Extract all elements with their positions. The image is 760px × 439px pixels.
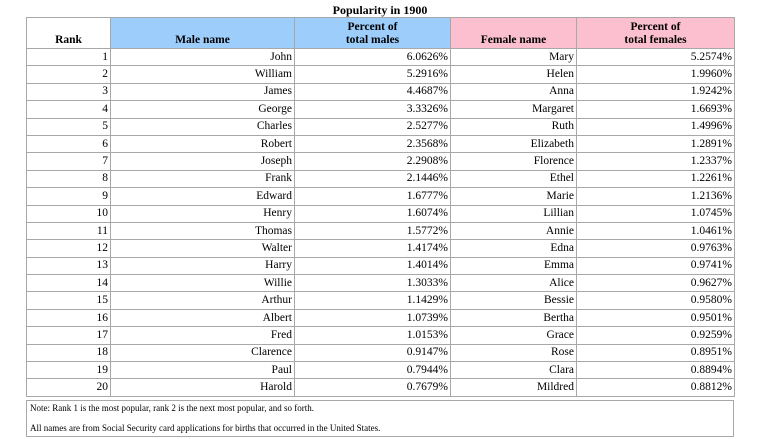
female-name-cell: Anna [451, 83, 577, 100]
rank-cell: 18 [27, 344, 111, 361]
male-percent-header: Percent of total males [295, 18, 451, 49]
male-percent-cell: 1.4014% [295, 257, 451, 274]
male-name-cell: Henry [111, 205, 295, 222]
rank-cell: 3 [27, 83, 111, 100]
rank-cell: 20 [27, 379, 111, 396]
rank-cell: 9 [27, 188, 111, 205]
male-percent-cell: 0.7679% [295, 379, 451, 396]
table-row [27, 344, 735, 361]
table-row [27, 188, 735, 205]
female-name-cell: Helen [451, 66, 577, 83]
female-name-cell: Edna [451, 240, 577, 257]
table-body [27, 49, 735, 397]
table-row [27, 153, 735, 170]
female-name-cell: Elizabeth [451, 135, 577, 152]
male-percent-cell: 1.3033% [295, 275, 451, 292]
female-percent-cell: 1.0461% [577, 222, 735, 239]
female-name-cell: Mary [451, 49, 577, 66]
male-name-cell: Harold [111, 379, 295, 396]
female-percent-cell: 1.2337% [577, 153, 735, 170]
table-row [27, 240, 735, 257]
rank-cell: 6 [27, 135, 111, 152]
table-row [27, 118, 735, 135]
female-name-cell: Grace [451, 327, 577, 344]
note-rank: Note: Rank 1 is the most popular, rank 2 is the next most popular, and so forth. [30, 403, 314, 413]
male-percent-cell: 1.5772% [295, 222, 451, 239]
male-percent-cell: 1.0153% [295, 327, 451, 344]
male-name-cell: John [111, 49, 295, 66]
female-name-cell: Mildred [451, 379, 577, 396]
rank-cell: 16 [27, 309, 111, 326]
female-percent-cell: 1.9960% [577, 66, 735, 83]
female-name-cell: Clara [451, 362, 577, 379]
rank-cell: 5 [27, 118, 111, 135]
male-percent-cell: 2.1446% [295, 170, 451, 187]
table-row [27, 83, 735, 100]
female-percent-cell: 5.2574% [577, 49, 735, 66]
table-row [27, 170, 735, 187]
female-name-cell: Ruth [451, 118, 577, 135]
table-row [27, 327, 735, 344]
table-row [27, 309, 735, 326]
male-name-header: Male name [111, 18, 295, 49]
male-percent-cell: 2.5277% [295, 118, 451, 135]
table-row [27, 275, 735, 292]
male-name-cell: Thomas [111, 222, 295, 239]
female-percent-cell: 1.2261% [577, 170, 735, 187]
male-name-cell: Paul [111, 362, 295, 379]
female-name-cell: Florence [451, 153, 577, 170]
rank-cell: 11 [27, 222, 111, 239]
rank-cell: 8 [27, 170, 111, 187]
male-name-cell: Clarence [111, 344, 295, 361]
female-percent-cell: 0.8894% [577, 362, 735, 379]
popularity-table [26, 17, 735, 397]
table-row [27, 101, 735, 118]
female-percent-cell: 0.9501% [577, 309, 735, 326]
rank-cell: 1 [27, 49, 111, 66]
rank-cell: 10 [27, 205, 111, 222]
male-name-cell: William [111, 66, 295, 83]
male-name-cell: Charles [111, 118, 295, 135]
female-name-cell: Ethel [451, 170, 577, 187]
table-row [27, 135, 735, 152]
male-percent-cell: 0.9147% [295, 344, 451, 361]
rank-cell: 17 [27, 327, 111, 344]
female-name-cell: Alice [451, 275, 577, 292]
male-percent-cell: 1.1429% [295, 292, 451, 309]
rank-cell: 19 [27, 362, 111, 379]
rank-cell: 2 [27, 66, 111, 83]
rank-cell: 14 [27, 275, 111, 292]
female-percent-cell: 1.4996% [577, 118, 735, 135]
rank-cell: 12 [27, 240, 111, 257]
female-percent-cell: 1.2891% [577, 135, 735, 152]
male-percent-cell: 6.0626% [295, 49, 451, 66]
table-row [27, 379, 735, 396]
male-percent-cell: 2.3568% [295, 135, 451, 152]
female-percent-cell: 1.0745% [577, 205, 735, 222]
table-row [27, 362, 735, 379]
male-name-cell: Edward [111, 188, 295, 205]
table-row [27, 66, 735, 83]
female-name-header: Female name [451, 18, 577, 49]
rank-cell: 7 [27, 153, 111, 170]
female-percent-cell: 0.8812% [577, 379, 735, 396]
male-name-cell: Frank [111, 170, 295, 187]
rank-cell: 13 [27, 257, 111, 274]
male-percent-cell: 1.4174% [295, 240, 451, 257]
female-percent-cell: 1.6693% [577, 101, 735, 118]
female-name-cell: Marie [451, 188, 577, 205]
female-name-cell: Emma [451, 257, 577, 274]
male-name-cell: Arthur [111, 292, 295, 309]
female-percent-cell: 0.9259% [577, 327, 735, 344]
note-source: All names are from Social Security card applications for births that occurred in the United States. [30, 423, 381, 433]
male-name-cell: Walter [111, 240, 295, 257]
female-percent-cell: 1.9242% [577, 83, 735, 100]
female-name-cell: Rose [451, 344, 577, 361]
male-name-cell: Willie [111, 275, 295, 292]
male-percent-cell: 3.3326% [295, 101, 451, 118]
male-percent-cell: 1.6074% [295, 205, 451, 222]
notes-box [26, 400, 734, 437]
female-percent-cell: 0.9627% [577, 275, 735, 292]
male-percent-cell: 2.2908% [295, 153, 451, 170]
male-name-cell: James [111, 83, 295, 100]
female-name-cell: Bertha [451, 309, 577, 326]
male-name-cell: Joseph [111, 153, 295, 170]
male-percent-cell: 5.2916% [295, 66, 451, 83]
male-name-cell: Albert [111, 309, 295, 326]
male-name-cell: Fred [111, 327, 295, 344]
female-percent-cell: 0.9741% [577, 257, 735, 274]
female-name-cell: Bessie [451, 292, 577, 309]
male-name-cell: George [111, 101, 295, 118]
rank-cell: 4 [27, 101, 111, 118]
male-percent-cell: 4.4687% [295, 83, 451, 100]
female-percent-header: Percent of total females [577, 18, 735, 49]
table-row [27, 49, 735, 66]
female-name-cell: Margaret [451, 101, 577, 118]
table-row [27, 257, 735, 274]
female-name-cell: Lillian [451, 205, 577, 222]
rank-cell: 15 [27, 292, 111, 309]
male-percent-cell: 1.0739% [295, 309, 451, 326]
male-name-cell: Harry [111, 257, 295, 274]
table-row [27, 222, 735, 239]
rank-header: Rank [27, 18, 111, 49]
male-percent-cell: 0.7944% [295, 362, 451, 379]
header-row [27, 18, 735, 49]
female-percent-cell: 0.9763% [577, 240, 735, 257]
female-percent-cell: 0.9580% [577, 292, 735, 309]
female-percent-cell: 0.8951% [577, 344, 735, 361]
male-percent-cell: 1.6777% [295, 188, 451, 205]
table-row [27, 292, 735, 309]
female-percent-cell: 1.2136% [577, 188, 735, 205]
male-name-cell: Robert [111, 135, 295, 152]
table-row [27, 205, 735, 222]
female-name-cell: Annie [451, 222, 577, 239]
table-caption: Popularity in 1900 [332, 3, 428, 17]
